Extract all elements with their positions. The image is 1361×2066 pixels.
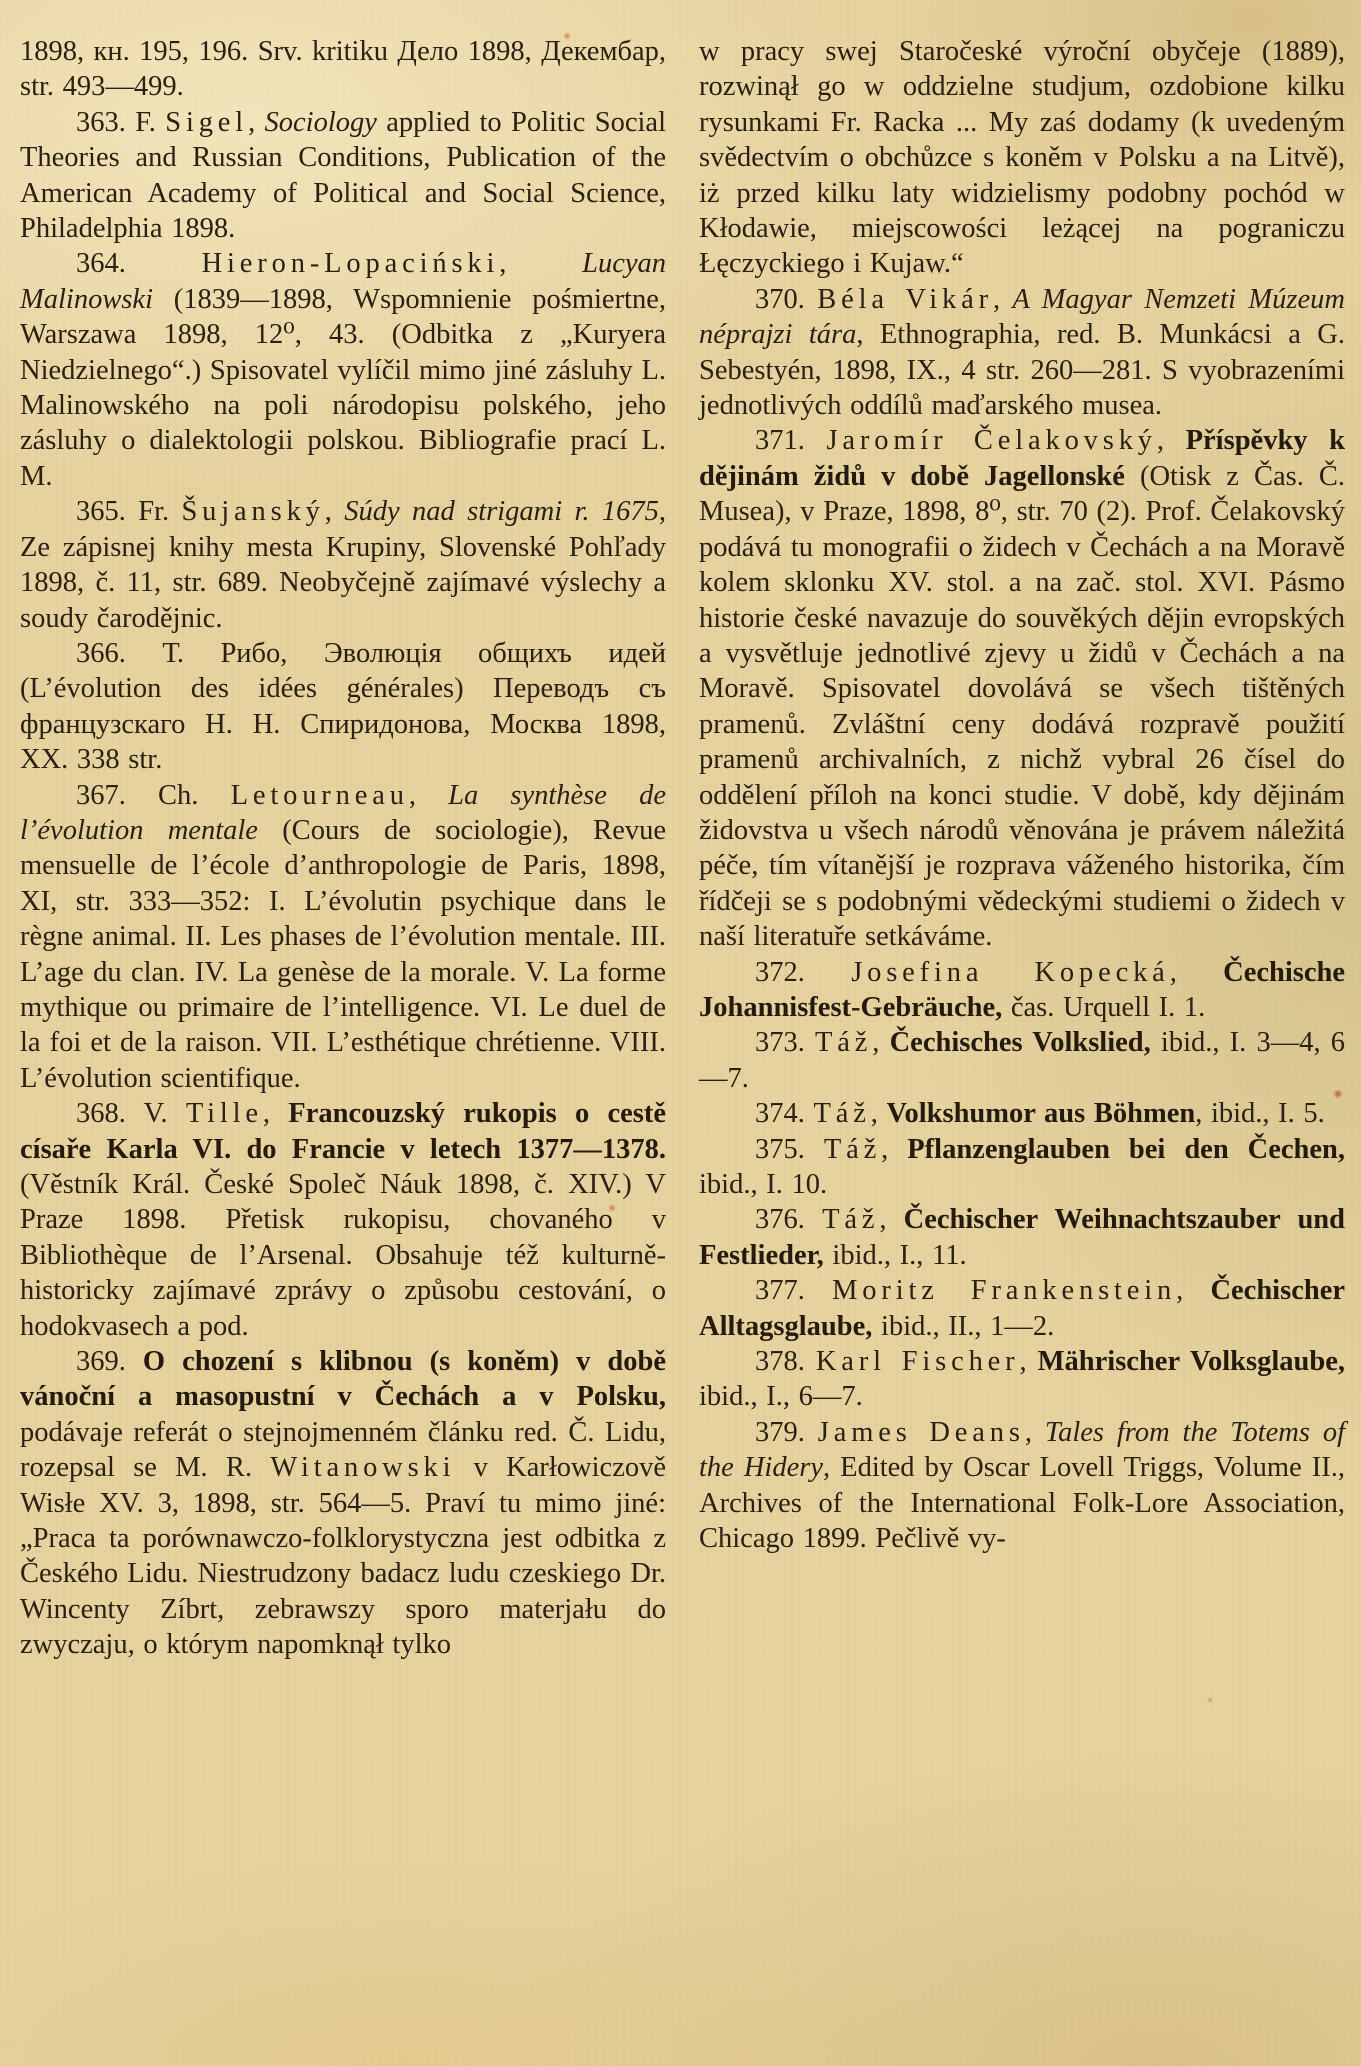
text-run: 366. Т. Рибо, Эволюція общихъ идей (L’évolution des idées générales) Переводъ съ французскаго Н. Н. Спиридонова, Москва 1898, XX. 338 str. — [20, 637, 666, 776]
text-run: Hieron-Lopaciński — [201, 248, 500, 280]
text-run: čas. Urquell I. 1. — [1002, 991, 1206, 1023]
text-run: , — [1169, 956, 1224, 988]
bib-entry — [699, 1132, 1345, 1203]
text-run: Táž — [815, 1027, 873, 1059]
text-run: 374. — [755, 1098, 814, 1130]
text-run: v Karłowiczově Wisłe XV. 3, 1898, str. 564—5. Praví tu mimo jiné: „Praca ta porównawczo-folklorystyczna jest odbitka z Českého Lidu. Niestrudzony badacz ludu czeskiego Dr. Wincenty Zíbrt, zebrawszy sporo materjału do zwyczaju, o którym napomknął tylko — [20, 1452, 667, 1661]
text-run: Čechischer Weihnachtszauber und Festlieder, — [699, 1204, 1346, 1271]
bib-entry — [699, 1096, 1345, 1131]
text-run: , ibid., I. 5. — [1195, 1098, 1325, 1130]
text-run: Příspěvky k dějinám židů v době Jagellonské — [699, 425, 1345, 492]
text-run: , — [248, 106, 265, 138]
text-run: (Otisk z Čas. Č. Musea), v Praze, 1898, 8⁰, str. 70 (2). Prof. Čelakovský podává tu monografii o židech v Čechách a na Moravě kolem sklonku XV. stol. a na zač. stol. XVI. Pásmo historie české navazuje do souvěkých dějin evropských a vysvětluje jednotlivé zjevy u židů v Čechách a na Moravě. Spisovatel dovolává se všech tištěných pramenů. Zvláštní ceny dodává rozpravě použití pramenů archivalních, z nichž vybral 26 čísel do oddělení příloh na konci studie. V době, kdy dějinám židovstva u všech národů věnována je právem náležitá péče, tím vítanější je rozprava váženého historika, čím řídčeji se s podobnými vědeckými studiemi o židech v naší literatuře setkáváme. — [699, 460, 1345, 953]
text-run: , Ethnographia, red. B. Munkácsi a G. Sebestyén, 1898, IX., 4 str. 260—281. S vyobrazeními jednotlivých oddílů maďarského musea. — [699, 319, 1345, 422]
text-run: , Edited by Oscar Lovell Triggs, Volume II., Archives of the International Folk-Lore Association, Chicago 1899. Pečlivě vy- — [699, 1452, 1345, 1555]
text-run: 364. — [76, 248, 202, 280]
text-run: Súdy nad strigami r. 1675 — [344, 496, 659, 528]
text-run: w pracy swej Staročeské výroční obyčeje (1889), rozwinął go w oddzielne studjum, ozdobione kilku rysunkami Fr. Racka ... My zaś dodamy (k uvedeným svědectvím o obchůzce s koněm v Polsku a na Litvě), iż przed kilku laty widzielismy podobny pochód w Kłodawie, miejscowości leżącej na pograniczu Łęczyckiego i Kujaw.“ — [699, 36, 1345, 280]
bib-entry — [699, 34, 1345, 282]
text-run: 377. — [755, 1275, 833, 1307]
text-run: Witanowski — [270, 1452, 456, 1484]
text-run: applied to Politic Social Theories and Russian Conditions, Publication of the American Academy of Political and Social Science, Philadelphia 1898. — [20, 106, 666, 245]
bib-entry — [20, 246, 666, 494]
text-run: (Cours de sociologie), Revue mensuelle de l’école d’anthropologie de Paris, 1898, XI, str. 333—352: I. L’évolutin psychique dans le règne animal. II. Les phases de l’évolution mentale. III. L’age du clan. IV. La genèse de la morale. V. La forme mythique ou primaire de l’intelligence. VI. Le duel de la foi et de la raison. VII. L’esthétique chrétienne. VIII. L’évolution scientifique. — [20, 814, 666, 1094]
text-run: , — [870, 1098, 887, 1130]
text-run: Šujanský — [181, 496, 325, 528]
text-run: La synthèse de l’évolution mentale — [20, 779, 666, 846]
text-run: (1839—1898, Wspomnienie pośmiertne, Warszawa 1898, 12⁰, 43. (Odbitka z „Kuryera Niedzielnego“.) Spisovatel vylíčil mimo jiné zásluhy L. Malinowského na poli národopisu polského, jeho zásluhy o dialektologii polskou. Bibliografie prací L. M. — [20, 283, 666, 492]
bib-entry — [20, 494, 666, 636]
text-run: James Deans — [817, 1416, 1025, 1448]
text-run: Francouzský rukopis o cestě císaře Karla VI. do Francie v letech 1377—1378. — [20, 1098, 666, 1165]
text-run: , — [1024, 1416, 1045, 1448]
text-run: Josefina Kopecká — [851, 956, 1170, 988]
text-run: 363. F. — [76, 106, 166, 138]
text-run: 378. — [755, 1346, 816, 1378]
bib-entry — [699, 1415, 1345, 1557]
bib-entry — [20, 1096, 666, 1344]
text-run: Čechische Johannisfest-Gebräuche, — [699, 956, 1346, 1023]
text-run: Letourneau — [230, 779, 409, 811]
text-run: Béla Vikár — [817, 283, 993, 315]
text-run: , — [1019, 1346, 1038, 1378]
bib-entry — [699, 1273, 1345, 1344]
text-run: Mährischer Volksglaube, — [1037, 1346, 1346, 1378]
text-run: (Věstník Král. České Společ Náuk 1898, č. XIV.) V Praze 1898. Přetisk rukopisu, chovaného v Bibliothèque de l’Arsenal. Obsahuje též kulturně-historicky zajímavé zprávy o způsobu cestování, o hodokvasech a pod. — [20, 1169, 666, 1342]
text-columns — [20, 34, 1347, 1663]
text-run: 373. — [755, 1027, 816, 1059]
text-run: , — [879, 1204, 904, 1236]
bib-entry — [699, 1025, 1345, 1096]
text-run: , — [499, 248, 583, 280]
text-run: ibid., I. 3—4, 6—7. — [699, 1027, 1346, 1094]
bib-entry — [699, 1202, 1345, 1273]
text-run: 376. — [755, 1204, 823, 1236]
bib-entry — [20, 636, 666, 778]
text-run: A Magyar Nemzeti Múzeum néprajzi tára — [699, 283, 1345, 351]
text-run: ibid., I., 6—7. — [699, 1381, 863, 1413]
text-run: Čechischer Alltagsglaube, — [699, 1275, 1345, 1342]
text-run: Tales from the Totems of the Hidery — [699, 1416, 1346, 1484]
text-run: Sigel — [165, 106, 249, 138]
text-run: Lucyan Malinowski — [20, 248, 667, 315]
text-run: , — [881, 1133, 908, 1165]
text-run: 1898, кн. 195, 196. Srv. kritiku Дело 1898, Декембар, str. 493—499. — [20, 36, 666, 103]
text-run: podávaje referát o stejnojmenném článku red. Č. Lidu, rozepsal se M. R. — [20, 1416, 666, 1484]
bib-entry — [699, 282, 1345, 424]
text-run: Volkshumor aus Böhmen — [886, 1098, 1196, 1130]
text-run: Pflanzenglauben bei den Čechen, — [907, 1133, 1346, 1165]
text-run: ibid., II., 1—2. — [872, 1310, 1055, 1342]
text-run: 365. Fr. — [76, 496, 182, 528]
text-run: Táž — [822, 1204, 880, 1236]
text-run: , Ze zápisnej knihy mesta Krupiny, Slovenské Pohľady 1898, č. 11, str. 689. Neobyčejně zajímavé výslechy a soudy čarodějnic. — [20, 496, 667, 634]
text-run: Tille — [185, 1098, 263, 1130]
text-run: ibid., I., 11. — [823, 1239, 967, 1271]
text-run: 367. Ch. — [76, 779, 231, 811]
bib-entry — [699, 955, 1345, 1026]
text-run: 372. — [755, 956, 852, 988]
bib-entry — [20, 34, 666, 105]
text-run: Čechisches Volkslied, — [889, 1027, 1151, 1059]
text-run: ibid., I. 10. — [699, 1169, 828, 1200]
bib-entry — [20, 1344, 666, 1663]
column-right — [699, 34, 1345, 1663]
column-left — [20, 34, 666, 1663]
text-run: 375. — [755, 1133, 824, 1165]
text-run: Jaromír Čelakovský — [826, 425, 1157, 457]
text-run: , — [262, 1098, 289, 1130]
text-run: , — [1176, 1275, 1211, 1307]
text-run: 379. — [755, 1416, 818, 1448]
text-run: Karl Fischer — [815, 1346, 1020, 1378]
bib-entry — [699, 1344, 1345, 1415]
text-run: Táž — [813, 1098, 871, 1130]
text-run: , — [1156, 425, 1186, 457]
text-run: 371. — [755, 425, 827, 457]
text-run: Sociology — [264, 106, 377, 138]
text-run: Táž — [823, 1133, 882, 1165]
bib-entry — [20, 778, 666, 1097]
text-run: Moritz Frankenstein — [832, 1275, 1177, 1307]
bib-entry — [20, 105, 666, 247]
text-run: , — [872, 1027, 890, 1059]
bib-entry — [699, 423, 1345, 954]
text-run: 370. — [755, 283, 818, 315]
text-run: 369. — [76, 1346, 143, 1378]
text-run: , — [324, 496, 345, 528]
text-run: O chození s klibnou (s koněm) v době vánoční a masopustní v Čechách a v Polsku, — [20, 1346, 666, 1413]
text-run: , — [408, 779, 449, 811]
text-run: , — [992, 283, 1013, 315]
text-run: 368. V. — [76, 1098, 186, 1130]
